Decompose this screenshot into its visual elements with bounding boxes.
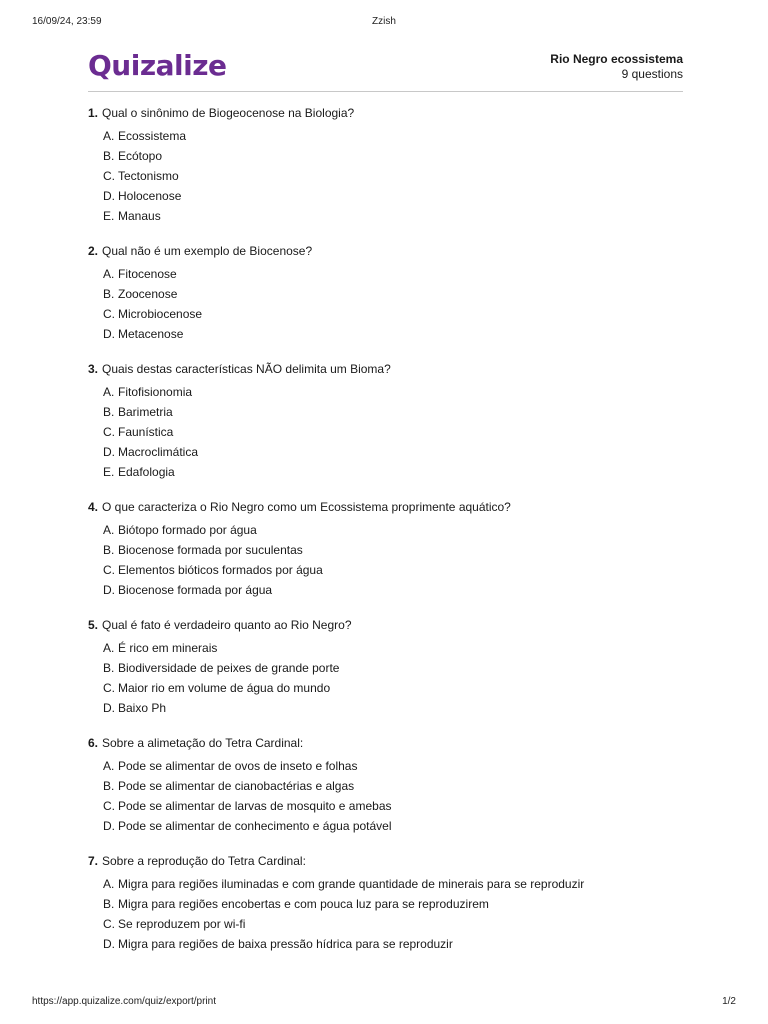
answer-option xyxy=(88,382,688,402)
option-text: Ecossistema xyxy=(118,129,187,143)
option-letter: A. xyxy=(103,523,115,537)
option-text: Holocenose xyxy=(118,189,182,203)
option-letter: E. xyxy=(103,465,115,479)
answer-option xyxy=(88,816,688,836)
option-letter: D. xyxy=(103,189,115,203)
option-text: Fitocenose xyxy=(118,267,177,281)
answer-option xyxy=(88,638,688,658)
question-item xyxy=(88,104,688,226)
option-text: Pode se alimentar de ovos de inseto e folhas xyxy=(118,759,358,773)
question-number: 7. xyxy=(88,854,99,868)
question-number: 4. xyxy=(88,500,99,514)
option-letter: C. xyxy=(103,681,115,695)
answer-option xyxy=(88,462,688,482)
question-text: Sobre a alimetação do Tetra Cardinal: xyxy=(102,736,304,750)
answer-option xyxy=(88,166,688,186)
option-letter: A. xyxy=(103,641,115,655)
option-text: Migra para regiões encobertas e com pouca luz para se reproduzirem xyxy=(118,897,489,911)
quiz-title: Rio Negro ecossistema xyxy=(550,52,683,66)
question-item xyxy=(88,498,688,600)
print-title: Zzish xyxy=(372,16,396,27)
option-text: Elementos bióticos formados por água xyxy=(118,563,323,577)
question-number: 3. xyxy=(88,362,99,376)
option-letter: C. xyxy=(103,563,115,577)
option-text: Macroclimática xyxy=(118,445,199,459)
option-letter: C. xyxy=(103,799,115,813)
option-text: Fitofisionomia xyxy=(118,385,193,399)
answer-option xyxy=(88,540,688,560)
option-text: Microbiocenose xyxy=(118,307,203,321)
question-number: 1. xyxy=(88,106,99,120)
print-header xyxy=(32,16,736,32)
answer-option xyxy=(88,678,688,698)
option-text: Tectonismo xyxy=(118,169,179,183)
answer-option xyxy=(88,560,688,580)
option-letter: B. xyxy=(103,405,115,419)
option-letter: A. xyxy=(103,385,115,399)
question-text: Quais destas características NÃO delimita um Bioma? xyxy=(102,362,391,376)
option-letter: D. xyxy=(103,819,115,833)
option-text: Zoocenose xyxy=(118,287,178,301)
question-heading xyxy=(88,734,688,752)
question-count: 9 questions xyxy=(621,67,683,81)
answer-option xyxy=(88,520,688,540)
question-text: Qual não é um exemplo de Biocenose? xyxy=(102,244,313,258)
option-text: Barimetria xyxy=(118,405,173,419)
question-number: 6. xyxy=(88,736,99,750)
option-letter: B. xyxy=(103,287,115,301)
option-letter: B. xyxy=(103,897,115,911)
option-text: É rico em minerais xyxy=(118,641,218,655)
option-letter: C. xyxy=(103,169,115,183)
answer-option xyxy=(88,402,688,422)
option-text: Pode se alimentar de larvas de mosquito e amebas xyxy=(118,799,392,813)
question-item xyxy=(88,852,688,954)
quiz-meta xyxy=(550,52,683,82)
option-text: Pode se alimentar de cianobactérias e algas xyxy=(118,779,355,793)
print-footer xyxy=(32,996,736,1010)
answer-option xyxy=(88,442,688,462)
option-letter: B. xyxy=(103,149,115,163)
answer-option xyxy=(88,894,688,914)
answer-option xyxy=(88,698,688,718)
option-letter: C. xyxy=(103,307,115,321)
option-text: Maior rio em volume de água do mundo xyxy=(118,681,331,695)
answer-option xyxy=(88,658,688,678)
answer-option xyxy=(88,206,688,226)
answer-options xyxy=(88,874,688,954)
question-heading xyxy=(88,360,688,378)
option-text: Ecótopo xyxy=(118,149,163,163)
option-text: Pode se alimentar de conhecimento e água potável xyxy=(118,819,392,833)
question-text: Sobre a reprodução do Tetra Cardinal: xyxy=(102,854,306,868)
question-number: 5. xyxy=(88,618,99,632)
question-heading xyxy=(88,616,688,634)
option-letter: C. xyxy=(103,425,115,439)
option-text: Se reproduzem por wi-fi xyxy=(118,917,246,931)
answer-option xyxy=(88,264,688,284)
option-letter: B. xyxy=(103,543,115,557)
question-text: O que caracteriza o Rio Negro como um Ecossistema proprimente aquático? xyxy=(102,500,511,514)
answer-option xyxy=(88,304,688,324)
question-heading xyxy=(88,104,688,122)
option-letter: B. xyxy=(103,779,115,793)
question-list xyxy=(88,104,688,970)
answer-option xyxy=(88,146,688,166)
answer-option xyxy=(88,796,688,816)
question-item xyxy=(88,616,688,718)
answer-option xyxy=(88,186,688,206)
option-letter: D. xyxy=(103,701,115,715)
answer-options xyxy=(88,638,688,718)
answer-options xyxy=(88,382,688,482)
question-item xyxy=(88,734,688,836)
quizalize-logo: Quizalize xyxy=(88,49,227,82)
option-letter: A. xyxy=(103,129,115,143)
answer-option xyxy=(88,422,688,442)
option-letter: B. xyxy=(103,661,115,675)
option-text: Migra para regiões iluminadas e com grande quantidade de minerais para se reproduzir xyxy=(118,877,585,891)
answer-option xyxy=(88,914,688,934)
print-url: https://app.quizalize.com/quiz/export/print xyxy=(32,996,216,1007)
option-text: Biótopo formado por água xyxy=(118,523,257,537)
option-text: Faunística xyxy=(118,425,174,439)
answer-options xyxy=(88,520,688,600)
page-number: 1/2 xyxy=(722,996,736,1007)
option-letter: D. xyxy=(103,937,115,951)
answer-option xyxy=(88,126,688,146)
option-text: Baixo Ph xyxy=(118,701,167,715)
option-text: Biocenose formada por suculentas xyxy=(118,543,303,557)
answer-option xyxy=(88,756,688,776)
option-letter: D. xyxy=(103,583,115,597)
option-text: Biocenose formada por água xyxy=(118,583,273,597)
answer-option xyxy=(88,874,688,894)
question-text: Qual o sinônimo de Biogeocenose na Biologia? xyxy=(102,106,355,120)
option-letter: E. xyxy=(103,209,115,223)
option-letter: A. xyxy=(103,877,115,891)
option-text: Edafologia xyxy=(118,465,175,479)
option-text: Manaus xyxy=(118,209,161,223)
option-letter: A. xyxy=(103,759,115,773)
option-text: Biodiversidade de peixes de grande porte xyxy=(118,661,340,675)
answer-option xyxy=(88,934,688,954)
option-text: Metacenose xyxy=(118,327,184,341)
answer-option xyxy=(88,324,688,344)
question-heading xyxy=(88,852,688,870)
option-letter: A. xyxy=(103,267,115,281)
question-heading xyxy=(88,498,688,516)
header-divider xyxy=(88,91,683,92)
answer-options xyxy=(88,264,688,344)
question-number: 2. xyxy=(88,244,99,258)
option-letter: C. xyxy=(103,917,115,931)
question-heading xyxy=(88,242,688,260)
answer-option xyxy=(88,776,688,796)
print-date: 16/09/24, 23:59 xyxy=(32,16,102,27)
question-text: Qual é fato é verdadeiro quanto ao Rio Negro? xyxy=(102,618,352,632)
question-item xyxy=(88,360,688,482)
question-item xyxy=(88,242,688,344)
option-letter: D. xyxy=(103,445,115,459)
answer-option xyxy=(88,580,688,600)
option-text: Migra para regiões de baixa pressão hídrica para se reproduzir xyxy=(118,937,453,951)
option-letter: D. xyxy=(103,327,115,341)
answer-option xyxy=(88,284,688,304)
answer-options xyxy=(88,126,688,226)
answer-options xyxy=(88,756,688,836)
